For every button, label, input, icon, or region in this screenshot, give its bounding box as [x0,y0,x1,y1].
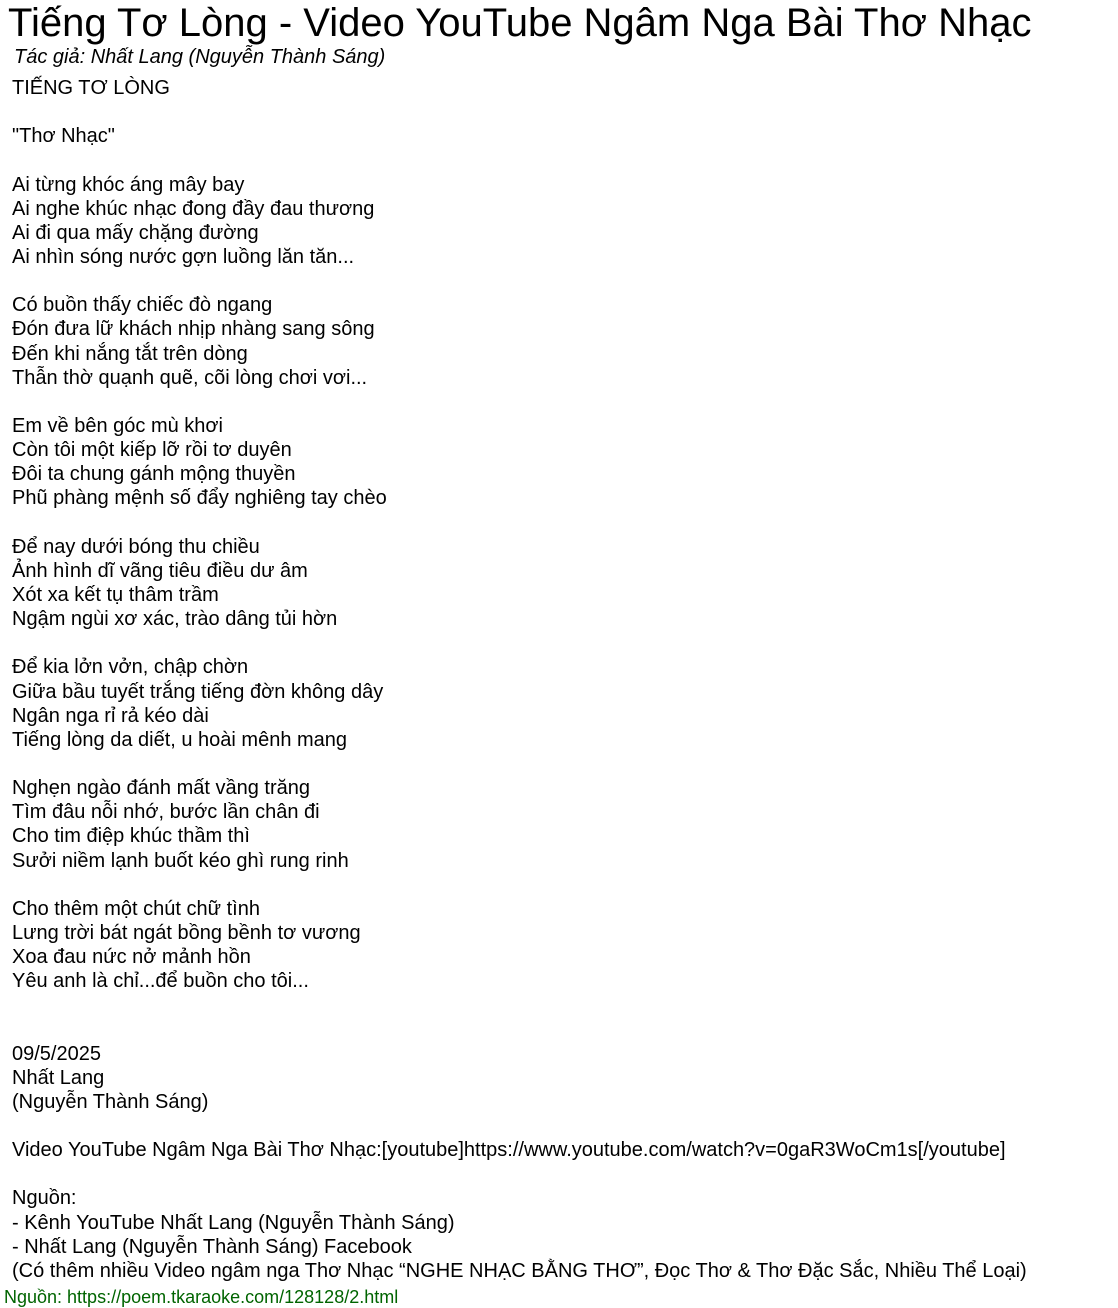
text-line: Giữa bầu tuyết trắng tiếng đờn không dây [12,680,384,703]
text-line: Ai nhìn sóng nước gợn luồng lăn tăn... [12,245,355,268]
text-line: Ai nghe khúc nhạc đong đầy đau thương [12,197,375,220]
text-line [12,1017,1027,1041]
text-line: Tìm đâu nỗi nhớ, bước lần chân đi [12,801,320,824]
text-line: TIẾNG TƠ LÒNG [12,77,170,99]
text-line: Có buồn thấy chiếc đò ngang [12,294,273,317]
text-line: Nguồn: [12,1187,77,1210]
text-line: Để kia lởn vởn, chập chờn [12,656,249,679]
text-line: Còn tôi một kiếp lỡ rồi tơ duyên [12,439,292,462]
text-line: Ảnh hình dĩ vãng tiêu điều dư âm [12,559,308,582]
author-line: Tác giả: Nhất Lang (Nguyễn Thành Sáng) [14,46,386,68]
text-line [12,1162,1027,1186]
text-line: Sưởi niềm lạnh buốt kéo ghì rung rinh [12,849,349,872]
text-line: Lưng trời bát ngát bồng bềnh tơ vương [12,921,361,944]
text-line: Tiếng lòng da diết, u hoài mênh mang [12,728,348,751]
text-line: Đến khi nắng tắt trên dòng [12,342,248,365]
text-line: Nhất Lang [12,1066,105,1089]
text-line: Video YouTube Ngâm Nga Bài Thơ Nhạc:[youtube]https://www.youtube.com/watch?v=0gaR3WoCm1s[/youtube] [12,1139,1006,1162]
text-line: Để nay dưới bóng thu chiều [12,535,260,558]
page-title: Tiếng Tơ Lòng - Video YouTube Ngâm Nga Bài Thơ Nhạc [8,1,1032,45]
text-line: Nghẹn ngào đánh mất vầng trăng [12,777,310,800]
text-line: Đón đưa lữ khách nhịp nhàng sang sông [12,318,375,341]
text-line: Ai từng khóc áng mây bay [12,173,245,196]
text-line: Xót xa kết tụ thâm trầm [12,583,219,606]
text-line: Em về bên góc mù khơi [12,414,223,437]
text-line [12,993,1027,1017]
text-line [12,873,1027,897]
text-line: Ai đi qua mấy chặng đường [12,221,259,244]
text-line: Yêu anh là chỉ...để buồn cho tôi... [12,970,309,993]
text-line: (Có thêm nhiều Video ngâm nga Thơ Nhạc “NGHE NHẠC BẰNG THƠ”, Đọc Thơ & Thơ Đặc Sắc, Nhiều Thể Loại) [12,1259,1027,1282]
text-line [12,511,1027,535]
text-line: (Nguyễn Thành Sáng) [12,1090,209,1113]
text-line: Cho tim điệp khúc thầm thì [12,825,250,848]
text-line [12,148,1027,172]
text-line: "Thơ Nhạc" [12,125,115,148]
text-line: 09/5/2025 [12,1042,101,1065]
poem-body [12,76,1027,1283]
source-line: Nguồn: https://poem.tkaraoke.com/128128/2.html [4,1287,399,1307]
text-line: Ngân nga rỉ rả kéo dài [12,704,209,727]
text-line: - Kênh YouTube Nhất Lang (Nguyễn Thành Sáng) [12,1211,455,1234]
text-line: Phũ phàng mệnh số đẩy nghiêng tay chèo [12,487,387,510]
text-line [12,752,1027,776]
text-line: Thẫn thờ quạnh quẽ, cõi lòng chơi vơi... [12,366,368,389]
text-line: Đôi ta chung gánh mộng thuyền [12,463,296,486]
text-line [12,390,1027,414]
text-line: Ngậm ngùi xơ xác, trào dâng tủi hờn [12,608,338,631]
text-line [12,1114,1027,1138]
text-line [12,100,1027,124]
text-line: Xoa đau nức nở mảnh hồn [12,946,251,969]
text-line [12,269,1027,293]
text-line: Cho thêm một chút chữ tình [12,897,260,920]
text-line [12,631,1027,655]
text-line: - Nhất Lang (Nguyễn Thành Sáng) Facebook [12,1235,412,1258]
